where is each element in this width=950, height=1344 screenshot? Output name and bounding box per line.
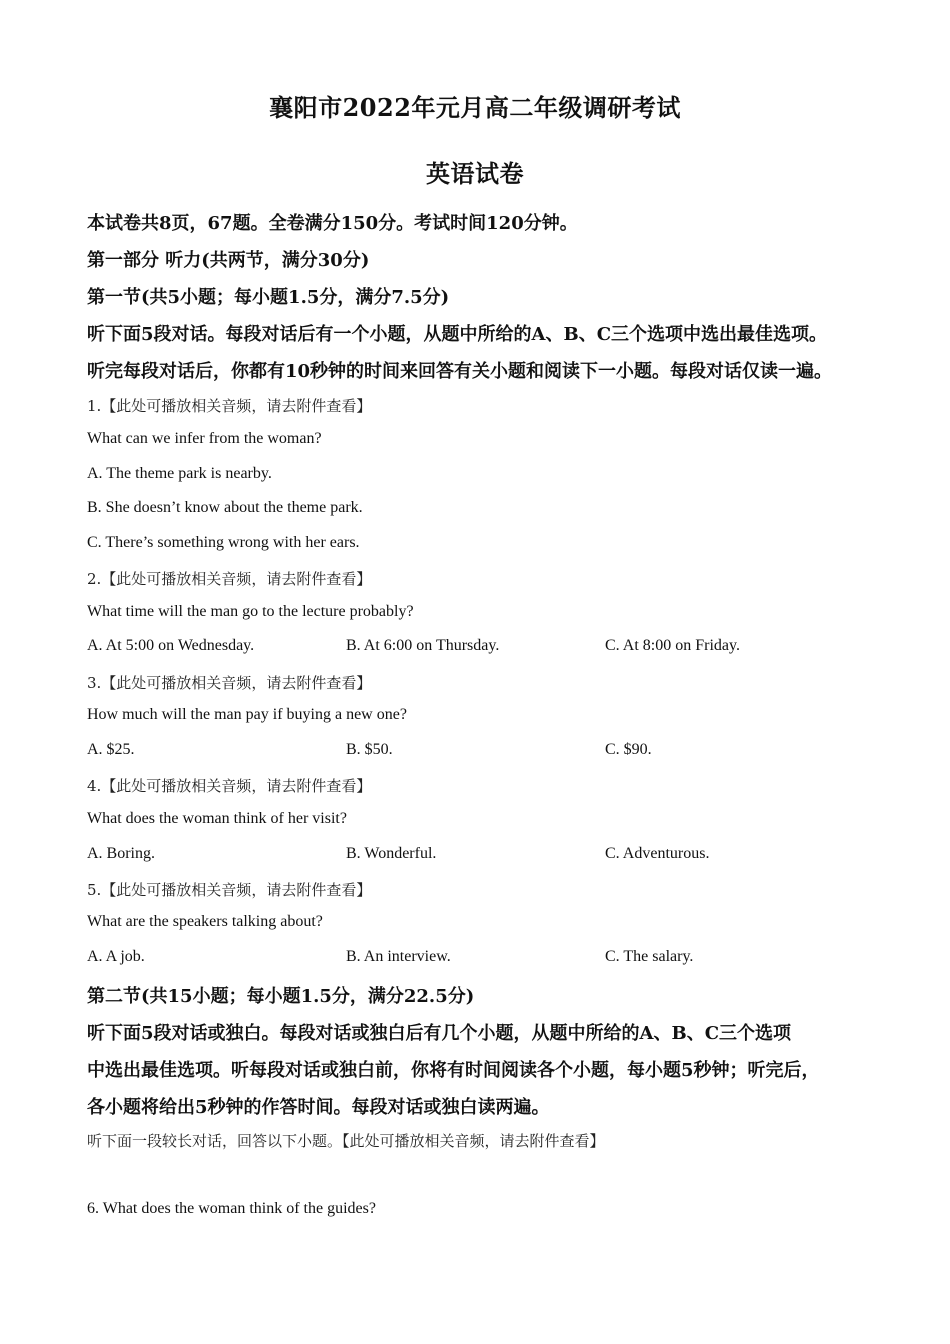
- section2-instruction-3: 各小题将给出5秒钟的作答时间。每段对话或独白读两遍。: [87, 1097, 550, 1118]
- q4-option-a: A. Boring.: [87, 845, 155, 862]
- q3-option-b: B. $50.: [346, 741, 393, 758]
- audio-placeholder-q3[interactable]: 3.【此处可播放相关音频，请去附件查看】: [87, 674, 372, 692]
- question-stem-6: 6. What does the woman think of the guides?: [87, 1200, 376, 1217]
- q3-option-a: A. $25.: [87, 741, 135, 758]
- question-stem-4: What does the woman think of her visit?: [87, 810, 347, 827]
- section1-instruction-2: 听完每段对话后，你都有10秒钟的时间来回答有关小题和阅读下一小题。每段对话仅读一遍。: [87, 361, 833, 382]
- q2-option-a: A. At 5:00 on Wednesday.: [87, 637, 255, 654]
- section2-instruction-1: 听下面5段对话或独白。每段对话或独白后有几个小题，从题中所给的A、B、C三个选项: [87, 1023, 792, 1044]
- audio-placeholder-section2[interactable]: 听下面一段较长对话，回答以下小题。【此处可播放相关音频，请去附件查看】: [87, 1132, 605, 1150]
- q5-option-b: B. An interview.: [346, 948, 451, 965]
- audio-placeholder-q5[interactable]: 5.【此处可播放相关音频，请去附件查看】: [87, 881, 372, 899]
- section2-heading: 第二节(共15小题；每小题1.5分，满分22.5分): [87, 986, 475, 1007]
- audio-placeholder-q2[interactable]: 2.【此处可播放相关音频，请去附件查看】: [87, 570, 372, 588]
- q3-option-c: C. $90.: [605, 741, 652, 758]
- q5-option-c: C. The salary.: [605, 948, 694, 965]
- audio-placeholder-q4[interactable]: 4.【此处可播放相关音频，请去附件查看】: [87, 777, 372, 795]
- question-stem-5: What are the speakers talking about?: [87, 913, 323, 930]
- q1-option-b: B. She doesn’t know about the theme park.: [87, 499, 363, 516]
- exam-title: 襄阳市2022年元月高二年级调研考试: [269, 93, 681, 122]
- q1-option-a: A. The theme park is nearby.: [87, 465, 272, 482]
- exam-subtitle: 英语试卷: [426, 159, 524, 188]
- q1-option-c: C. There’s something wrong with her ears.: [87, 534, 360, 551]
- q2-option-c: C. At 8:00 on Friday.: [605, 637, 740, 654]
- q4-option-b: B. Wonderful.: [346, 845, 437, 862]
- q2-option-b: B. At 6:00 on Thursday.: [346, 637, 500, 654]
- audio-placeholder-q1[interactable]: 1.【此处可播放相关音频，请去附件查看】: [87, 397, 372, 415]
- question-stem-3: How much will the man pay if buying a new one?: [87, 706, 407, 723]
- section2-instruction-2: 中选出最佳选项。听每段对话或独白前，你将有时间阅读各个小题，每小题5秒钟；听完后，: [87, 1060, 820, 1081]
- q5-option-a: A. A job.: [87, 948, 145, 965]
- q4-option-c: C. Adventurous.: [605, 845, 710, 862]
- section1-instruction-1: 听下面5段对话。每段对话后有一个小题，从题中所给的A、B、C三个选项中选出最佳选项。: [87, 324, 828, 345]
- section1-heading: 第一节(共5小题；每小题1.5分，满分7.5分): [87, 287, 450, 308]
- part1-heading: 第一部分 听力(共两节，满分30分): [87, 250, 370, 271]
- question-stem-1: What can we infer from the woman?: [87, 430, 322, 447]
- exam-intro: 本试卷共8页，67题。全卷满分150分。考试时间120分钟。: [87, 213, 578, 234]
- question-stem-2: What time will the man go to the lecture probably?: [87, 603, 414, 620]
